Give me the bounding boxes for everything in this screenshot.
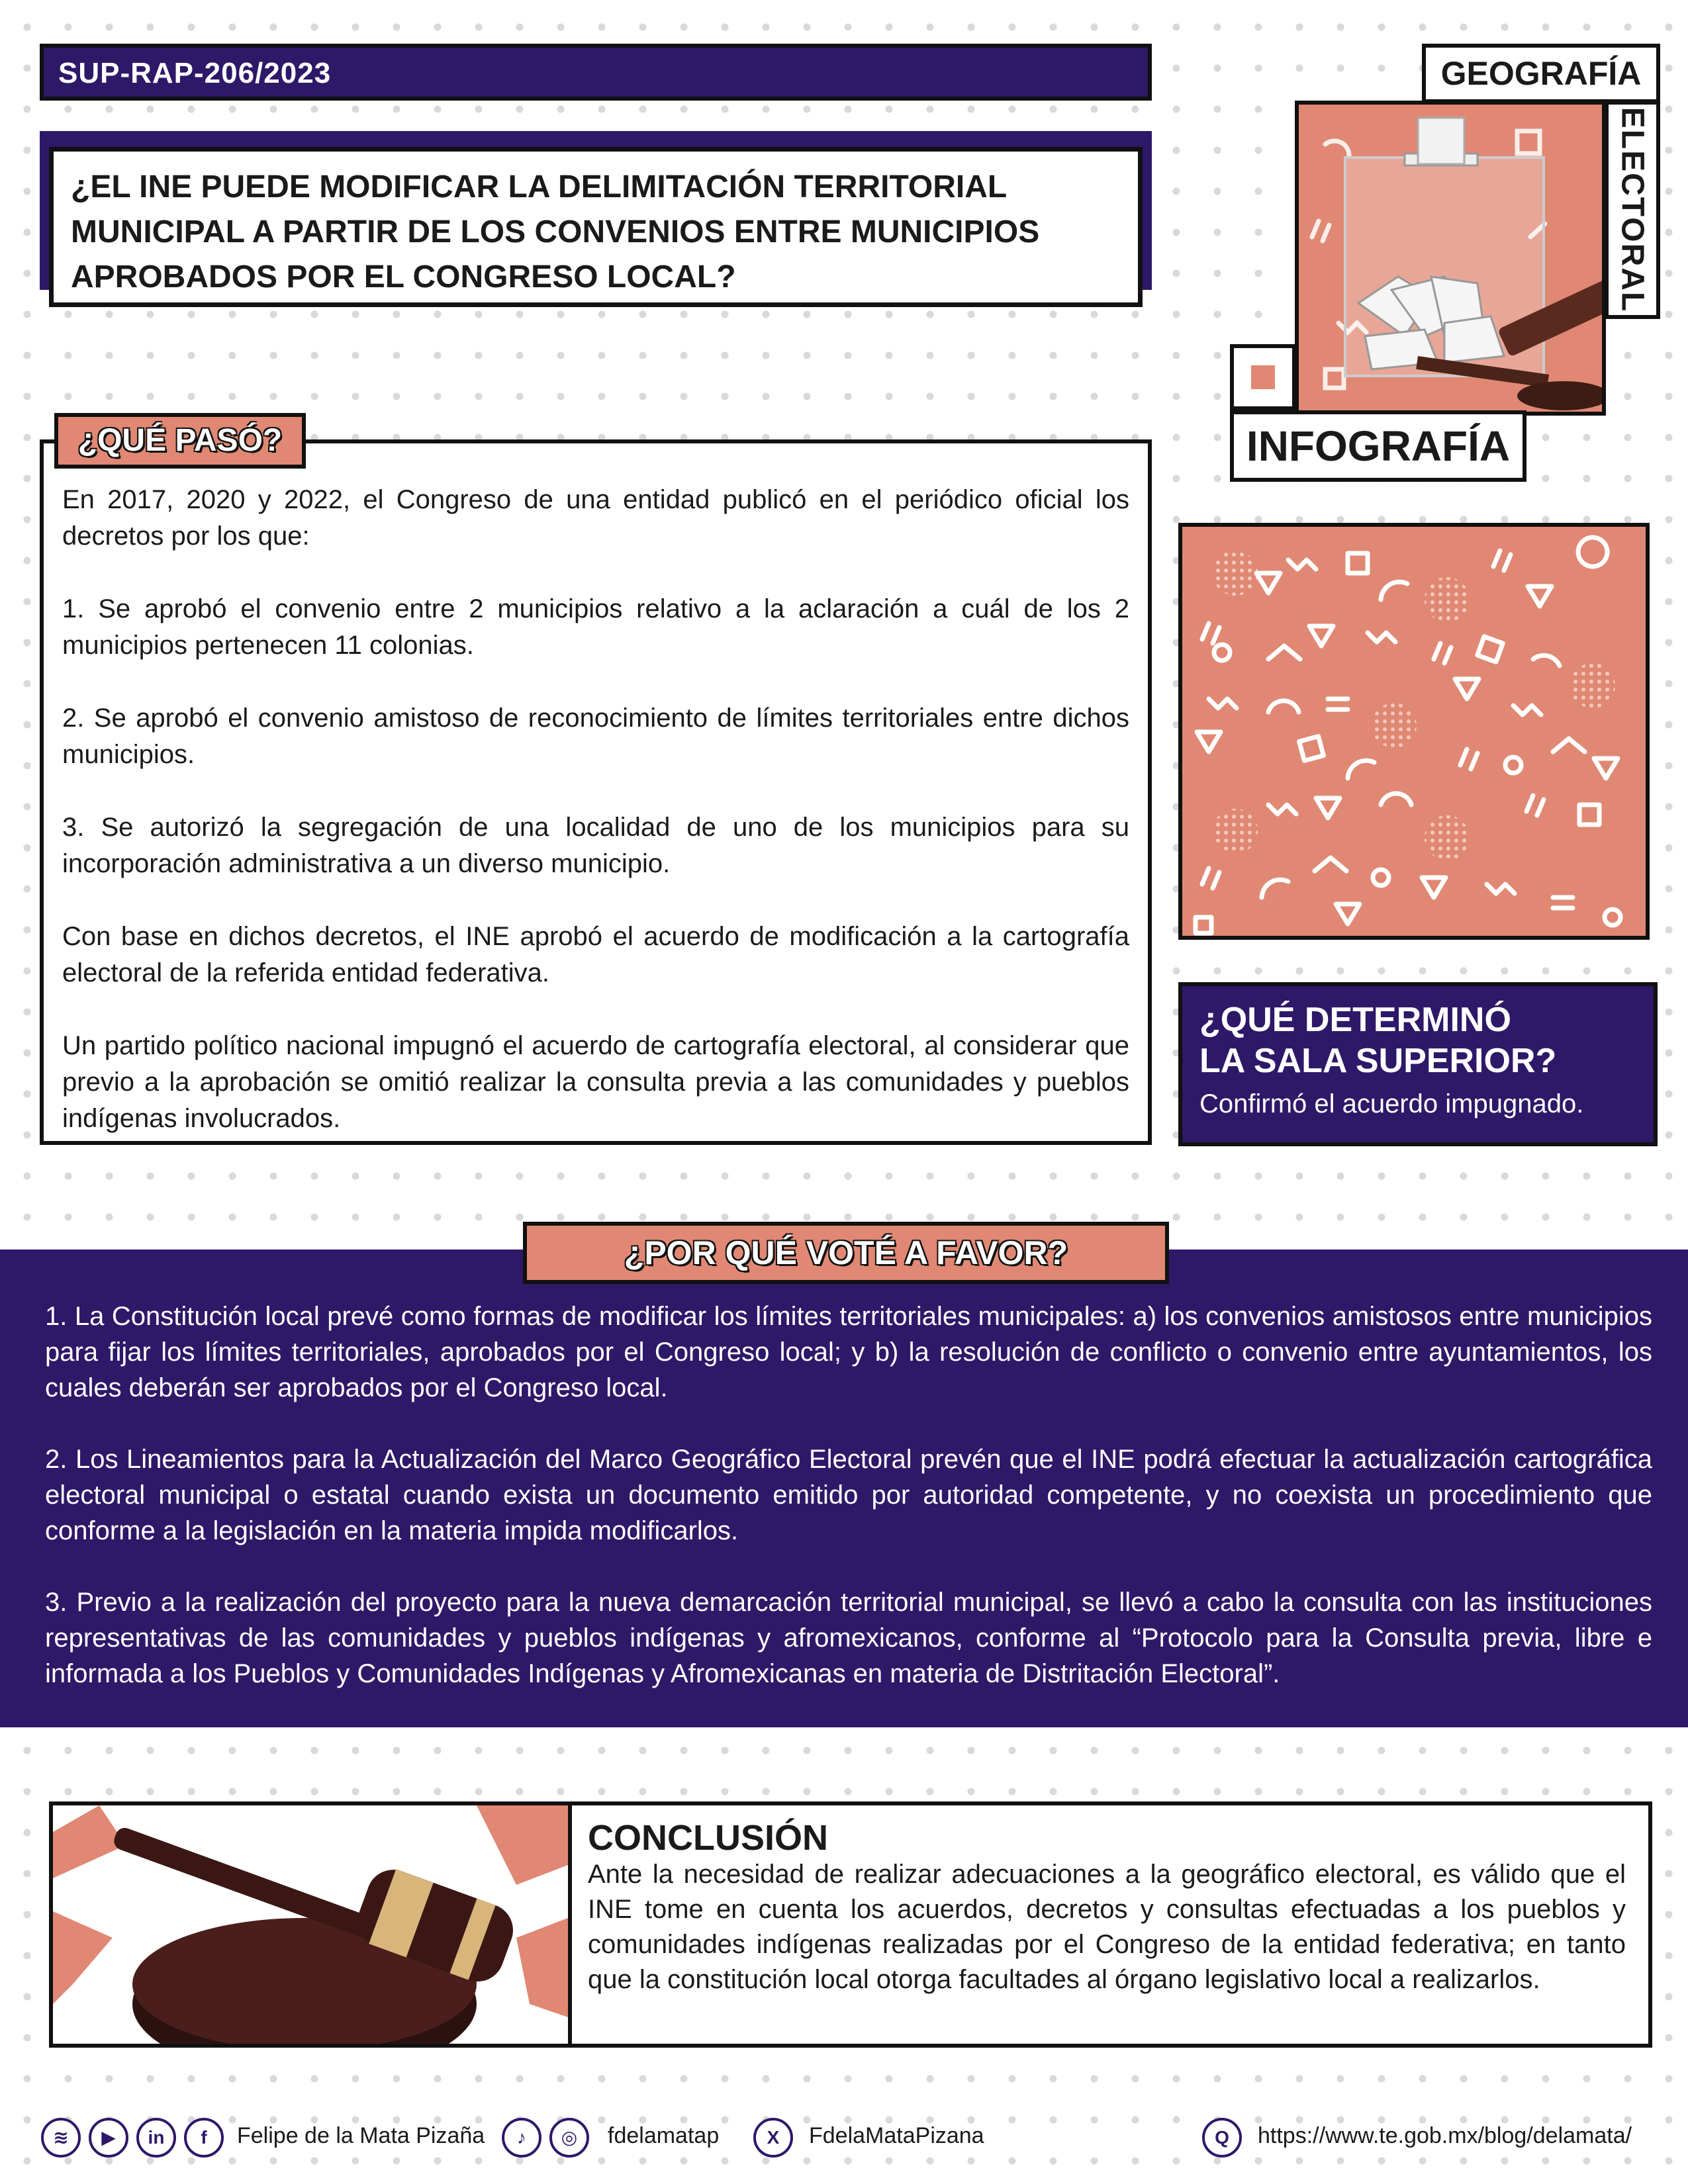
determino-title-line1: ¿QUÉ DETERMINÓ	[1199, 1001, 1511, 1039]
facebook-icon[interactable]: f	[184, 2118, 224, 2158]
instagram-icon[interactable]: ◎	[549, 2118, 589, 2158]
decorative-square-icon	[1230, 344, 1296, 410]
ballot-box-gavel-image	[1295, 101, 1606, 416]
que-paso-section	[40, 439, 1152, 1145]
footer-x-handle: FdelaMataPizana	[809, 2123, 984, 2148]
que-paso-paragraph: En 2017, 2020 y 2022, el Congreso de una entidad publicó en el periódico oficial los decretos por los que:	[62, 485, 1129, 551]
conclusion-title: CONCLUSIÓN	[588, 1818, 828, 1858]
case-number-bar	[40, 44, 1152, 101]
footer-name: Felipe de la Mata Pizaña	[237, 2123, 485, 2148]
spotify-icon[interactable]: ≋	[41, 2118, 81, 2158]
youtube-icon[interactable]: ▶	[89, 2118, 128, 2158]
search-icon[interactable]: Q	[1202, 2118, 1242, 2158]
tiktok-icon[interactable]: ♪	[502, 2118, 541, 2158]
decorative-pattern	[1178, 523, 1650, 940]
que-paso-paragraph: 1. Se aprobó el convenio entre 2 municipios relativo a la aclaración a cuál de los 2 municipios pertenecen 11 colonias.	[62, 594, 1129, 660]
gavel-icon	[53, 1805, 568, 2044]
geografia-label: GEOGRAFÍA	[1422, 44, 1660, 103]
determino-text: Confirmó el acuerdo impugnado.	[1199, 1089, 1584, 1118]
footer-handle: fdelamatap	[608, 2123, 720, 2148]
favor-paragraph: 3. Previo a la realización del proyecto para la nueva demarcación territorial municipal, se llevó a cabo la consulta con las instituciones representativas de las comunidades y pueblos indígenas y afromexicanos, conforme al “Protocolo para la Consulta previa, libre e informada a los Pueblos y Comunidades Indígenas y Afromexicanas en materia de Distritación Electoral”.	[45, 1588, 1652, 1688]
x-icon[interactable]: X	[753, 2118, 793, 2158]
linkedin-icon[interactable]: in	[136, 2118, 176, 2158]
infografia-label: INFOGRAFÍA	[1230, 410, 1526, 482]
que-paso-paragraph: Un partido político nacional impugnó el acuerdo de cartografía electoral, al considerar que previo a la aprobación se omitió realizar la consulta previa a las comunidades y pueblos indígenas involucrados.	[62, 1031, 1129, 1133]
determino-title-line2: LA SALA SUPERIOR?	[1199, 1042, 1557, 1080]
que-paso-title: ¿QUÉ PASÓ?	[54, 413, 306, 469]
que-paso-paragraph: Con base en dichos decretos, el INE aprobó el acuerdo de modificación a la cartografía electoral de la referida entidad federativa.	[62, 922, 1129, 987]
geometric-pattern-icon	[1182, 527, 1646, 936]
footer-url[interactable]: https://www.te.gob.mx/blog/delamata/	[1258, 2123, 1632, 2148]
electoral-label	[1605, 101, 1660, 319]
electoral-label-text: ELECTORAL	[1615, 107, 1650, 313]
favor-paragraph: 1. La Constitución local prevé como formas de modificar los límites territoriales municipales: a) los convenios amistosos entre municipios para fijar los límites territoriales, aprobados por el Congreso local; y b) la resolución de conflicto o convenio entre ayuntamientos, los cuales deberán ser aprobados por el Congreso local.	[45, 1302, 1652, 1402]
determino-title	[1199, 999, 1636, 1081]
determino-section	[1178, 982, 1658, 1146]
favor-title: ¿POR QUÉ VOTÉ A FAVOR?	[523, 1222, 1169, 1284]
case-number: SUP-RAP-206/2023	[58, 57, 332, 89]
favor-section	[0, 1250, 1688, 1727]
ballot-box-illustration	[1299, 105, 1602, 412]
gavel-image	[49, 1801, 572, 2048]
favor-paragraph: 2. Los Lineamientos para la Actualización del Marco Geográfico Electoral prevén que el INE podrá efectuar la actualización cartográfica electoral municipal o estatal cuando exista un documento emitido por autoridad competente, y no coexista un procedimiento que conforme a la legislación en la materia impida modificarlos.	[45, 1445, 1652, 1545]
main-question: ¿EL INE PUEDE MODIFICAR LA DELIMITACIÓN TERRITORIAL MUNICIPAL A PARTIR DE LOS CONVENIOS ENTRE MUNICIPIOS APROBADOS POR EL CONGRESO LOCAL?	[49, 147, 1143, 307]
conclusion-section	[568, 1801, 1652, 2048]
que-paso-paragraph: 3. Se autorizó la segregación de una localidad de uno de los municipios para su incorporación administrativa a un diverso municipio.	[62, 813, 1129, 878]
que-paso-paragraph: 2. Se aprobó el convenio amistoso de reconocimiento de límites territoriales entre dichos municipios.	[62, 704, 1129, 769]
conclusion-text: Ante la necesidad de realizar adecuaciones a la geográfico electoral, es válido que el INE tome en cuenta los acuerdos, decretos y consultas efectuadas a los pueblos y comunidades indígenas realizadas por el Congreso de la entidad federativa; en tanto que la constitución local otorga facultades al órgano legislativo local a realizarlos.	[588, 1860, 1626, 1994]
footer	[0, 2105, 1688, 2171]
